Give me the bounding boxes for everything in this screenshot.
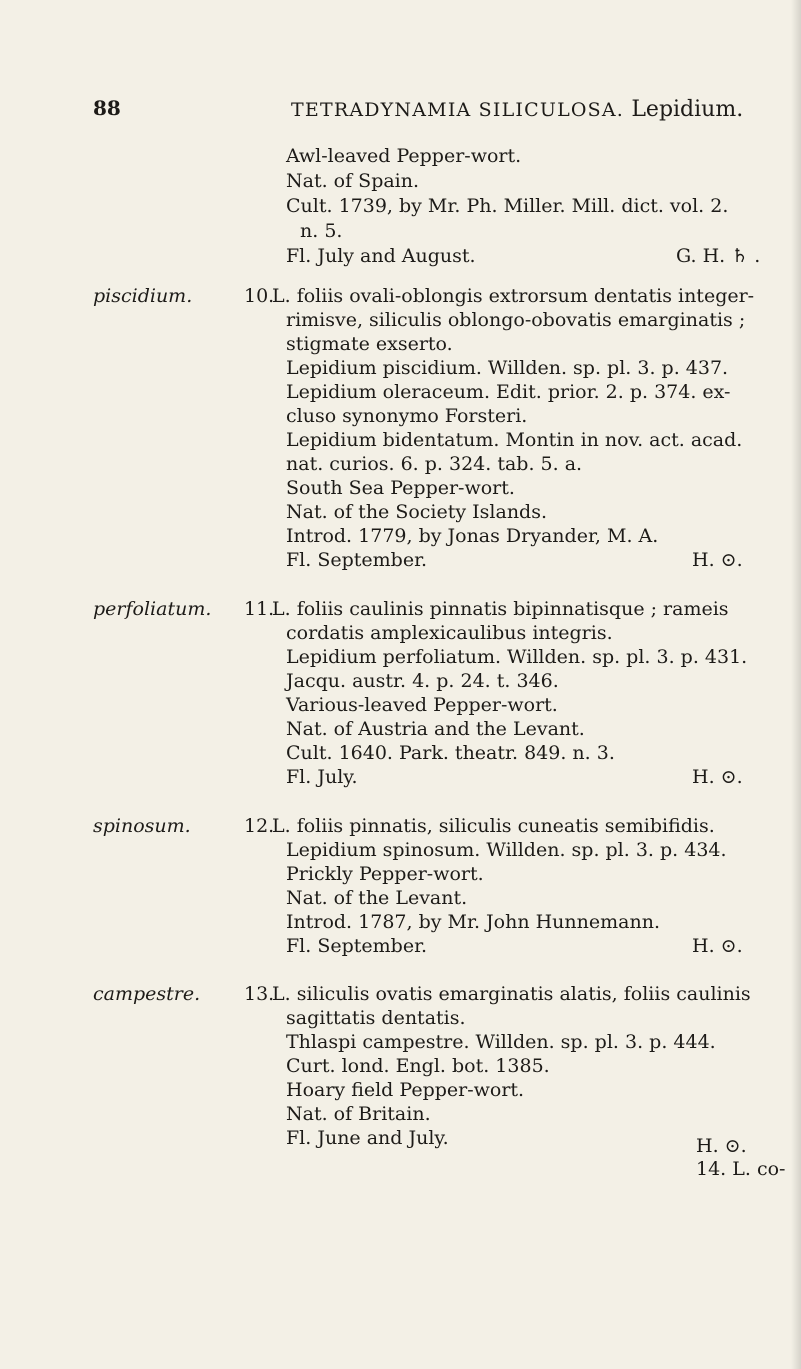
text-line: cordatis amplexicaulibus integris.	[286, 622, 613, 644]
text-line: nat. curios. 6. p. 324. tab. 5. a.	[286, 453, 583, 475]
text-line: sagittatis dentatis.	[286, 1007, 466, 1029]
text-line: Nat. of Spain.	[286, 170, 420, 192]
text-line: Cult. 1640. Park. theatr. 849. n. 3.	[286, 742, 615, 764]
text-line: Fl. September.	[286, 549, 428, 571]
text-line: stigmate exserto.	[286, 333, 453, 355]
page-edge-shadow	[791, 0, 801, 1369]
text-line: Nat. of Austria and the Levant.	[286, 718, 585, 740]
text-line: Introd. 1787, by Mr. John Hunnemann.	[286, 911, 660, 933]
page-header	[93, 96, 763, 126]
text-line: Lepidium bidentatum. Montin in nov. act. acad.	[286, 429, 743, 451]
habit-symbol: H. ⊙.	[692, 766, 743, 788]
text-line: Lepidium spinosum. Willden. sp. pl. 3. p. 434.	[286, 839, 727, 861]
text-line: cluso synonymo Forsteri.	[286, 405, 528, 427]
text-line: rimisve, siliculis oblongo-obovatis emarginatis ;	[286, 309, 746, 331]
text-line: Nat. of Britain.	[286, 1103, 431, 1125]
genus-title: Lepidium.	[631, 97, 744, 122]
text-line: Lepidium piscidium. Willden. sp. pl. 3. p. 437.	[286, 357, 729, 379]
text-line: Fl. July.	[286, 766, 358, 788]
text-line: Fl. June and July.	[286, 1127, 449, 1149]
page-number: 88	[93, 96, 121, 120]
species-epithet: campestre.	[93, 983, 201, 1005]
text-line: L. siliculis ovatis emarginatis alatis, foliis caulinis	[272, 983, 751, 1005]
text-line: Nat. of the Levant.	[286, 887, 468, 909]
text-line: L. foliis pinnatis, siliculis cuneatis semibifidis.	[272, 815, 715, 837]
habit-symbol: G. H. ♄ .	[676, 245, 761, 267]
catchword: 14. L. co-	[696, 1158, 786, 1180]
species-epithet: perfoliatum.	[93, 598, 212, 620]
habit-symbol: H. ⊙.	[692, 549, 743, 571]
text-line: Fl. July and August.	[286, 245, 476, 267]
text-line: Lepidium perfoliatum. Willden. sp. pl. 3. p. 431.	[286, 646, 748, 668]
text-line: Curt. lond. Engl. bot. 1385.	[286, 1055, 550, 1077]
species-epithet: spinosum.	[93, 815, 191, 837]
text-line: Thlaspi campestre. Willden. sp. pl. 3. p. 444.	[286, 1031, 716, 1053]
text-line: Jacqu. austr. 4. p. 24. t. 346.	[286, 670, 559, 692]
running-title: TETRADYNAMIA SILICULOSA. Lepidium.	[291, 97, 744, 122]
text-line: n. 5.	[300, 220, 343, 242]
text-line: Nat. of the Society Islands.	[286, 501, 548, 523]
species-number: 11.	[244, 598, 275, 620]
text-line: Fl. September.	[286, 935, 428, 957]
habit-symbol: H. ⊙.	[696, 1135, 747, 1157]
text-line: L. foliis ovali-oblongis extrorsum dentatis integer-	[272, 285, 755, 307]
species-number: 13.	[244, 983, 275, 1005]
text-line: Introd. 1779, by Jonas Dryander, M. A.	[286, 525, 659, 547]
species-number: 10.	[244, 285, 275, 307]
text-line: L. foliis caulinis pinnatis bipinnatisque ; rameis	[272, 598, 729, 620]
species-number: 12.	[244, 815, 275, 837]
text-line: South Sea Pepper-wort.	[286, 477, 515, 499]
habit-symbol: H. ⊙.	[692, 935, 743, 957]
species-epithet: piscidium.	[93, 285, 193, 307]
text-line: Hoary field Pepper-wort.	[286, 1079, 525, 1101]
text-line: Prickly Pepper-wort.	[286, 863, 484, 885]
text-line: Lepidium oleraceum. Edit. prior. 2. p. 374. ex-	[286, 381, 731, 403]
text-line: Cult. 1739, by Mr. Ph. Miller. Mill. dict. vol. 2.	[286, 195, 729, 217]
text-line: Various-leaved Pepper-wort.	[286, 694, 558, 716]
text-line: Awl-leaved Pepper-wort.	[286, 145, 522, 167]
